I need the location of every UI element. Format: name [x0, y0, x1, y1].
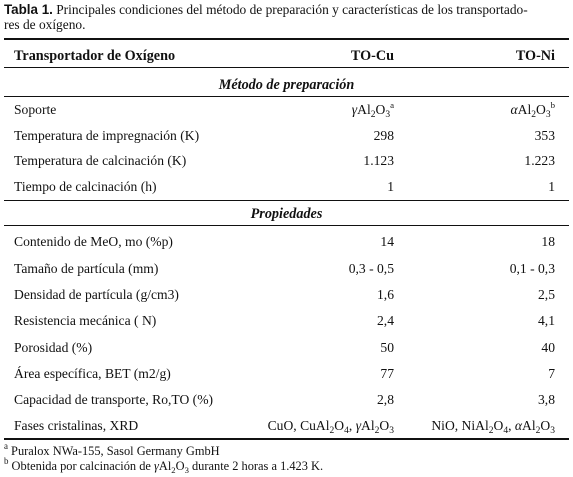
cell-to-cu: 1.123	[363, 153, 394, 168]
cell-to-cu: 0,3 - 0,5	[348, 261, 394, 276]
header-rule	[4, 67, 569, 68]
cell-to-ni: 353	[534, 128, 555, 143]
row-label: Temperatura de calcinación (K)	[14, 153, 187, 168]
cell-to-ni: 3,8	[538, 392, 555, 407]
footnote-a: $^a$ Puralox NWa-155, Sasol Germany GmbH	[4, 441, 220, 458]
row-temp-calcinacion	[0, 153, 573, 173]
footnote-b: $^b$ Obtenida por calcinación de $\gamma Al_2O_3$ durante 2 horas a 1.423 K.	[4, 456, 324, 475]
row-area-especifica	[0, 366, 573, 386]
header-to-cu: TO-Cu	[350, 48, 394, 64]
cell-to-cu: CuO, $CuAl_2O_4$, $\gamma Al_2O_3$	[267, 418, 394, 436]
cell-to-cu: 298	[373, 128, 394, 143]
cell-to-cu: $\gamma Al_2O_3^a$	[351, 100, 394, 120]
section-properties-rule	[4, 225, 569, 226]
caption-text-cont: res de oxígeno.	[4, 17, 86, 32]
row-contenido-meo	[0, 234, 573, 254]
cell-to-ni: 2,5	[538, 287, 555, 302]
cell-to-ni: 4,1	[538, 313, 555, 328]
cell-to-ni: NiO, $NiAl_2O_4$, $\alpha Al_2O_3$	[431, 418, 555, 436]
cell-to-cu: 77	[380, 366, 394, 381]
cell-to-ni: 1.223	[524, 153, 555, 168]
row-label: Capacidad de transporte, Ro,TO (%)	[14, 392, 214, 407]
header-carrier: Transportador de Oxígeno	[14, 48, 176, 64]
row-tamano-particula	[0, 261, 573, 281]
row-label: Contenido de MeO, mo (%p)	[14, 234, 173, 249]
cell-to-ni: 7	[548, 366, 555, 381]
row-capacidad-transporte	[0, 392, 573, 412]
cell-to-cu: 1	[387, 179, 394, 194]
cell-to-ni: $\alpha Al_2O_3^b$	[510, 100, 555, 120]
cell-to-ni: 1	[548, 179, 555, 194]
row-label: Soporte	[14, 102, 57, 117]
row-label: Porosidad (%)	[14, 340, 93, 355]
row-label: Área específica, BET (m2/g)	[14, 366, 171, 381]
table-caption	[4, 2, 569, 32]
cell-to-ni: 18	[541, 234, 555, 249]
row-soporte	[0, 102, 573, 122]
row-porosidad	[0, 340, 573, 360]
caption-label: Tabla 1.	[4, 2, 53, 17]
cell-to-cu: 1,6	[377, 287, 394, 302]
cell-to-cu: 14	[380, 234, 394, 249]
row-label: Resistencia mecánica ( N)	[14, 313, 157, 328]
cell-to-ni: 40	[541, 340, 555, 355]
section-preparation-rule	[4, 96, 569, 97]
row-fases-cristalinas	[0, 418, 573, 438]
section-preparation: Método de preparación	[218, 77, 355, 93]
row-label: Tiempo de calcinación (h)	[14, 179, 157, 194]
cell-to-ni: 0,1 - 0,3	[509, 261, 555, 276]
row-label: Temperatura de impregnación (K)	[14, 128, 200, 143]
section-properties-top-rule	[4, 200, 569, 201]
bottom-rule	[4, 438, 569, 440]
top-rule	[4, 38, 569, 40]
row-label: Fases cristalinas, XRD	[14, 418, 139, 433]
row-label: Tamaño de partícula (mm)	[14, 261, 159, 276]
row-resistencia-mecanica	[0, 313, 573, 333]
cell-to-cu: 2,8	[377, 392, 394, 407]
cell-to-cu: 50	[380, 340, 394, 355]
row-label: Densidad de partícula (g/cm3)	[14, 287, 179, 302]
row-tiempo-calcinacion	[0, 179, 573, 199]
caption-text: Principales condiciones del método de preparación y características de los transportado-	[52, 2, 528, 17]
cell-to-cu: 2,4	[377, 313, 394, 328]
row-densidad-particula	[0, 287, 573, 307]
row-temp-impregnacion	[0, 128, 573, 148]
header-to-ni: TO-Ni	[515, 48, 555, 64]
section-properties: Propiedades	[250, 206, 323, 222]
